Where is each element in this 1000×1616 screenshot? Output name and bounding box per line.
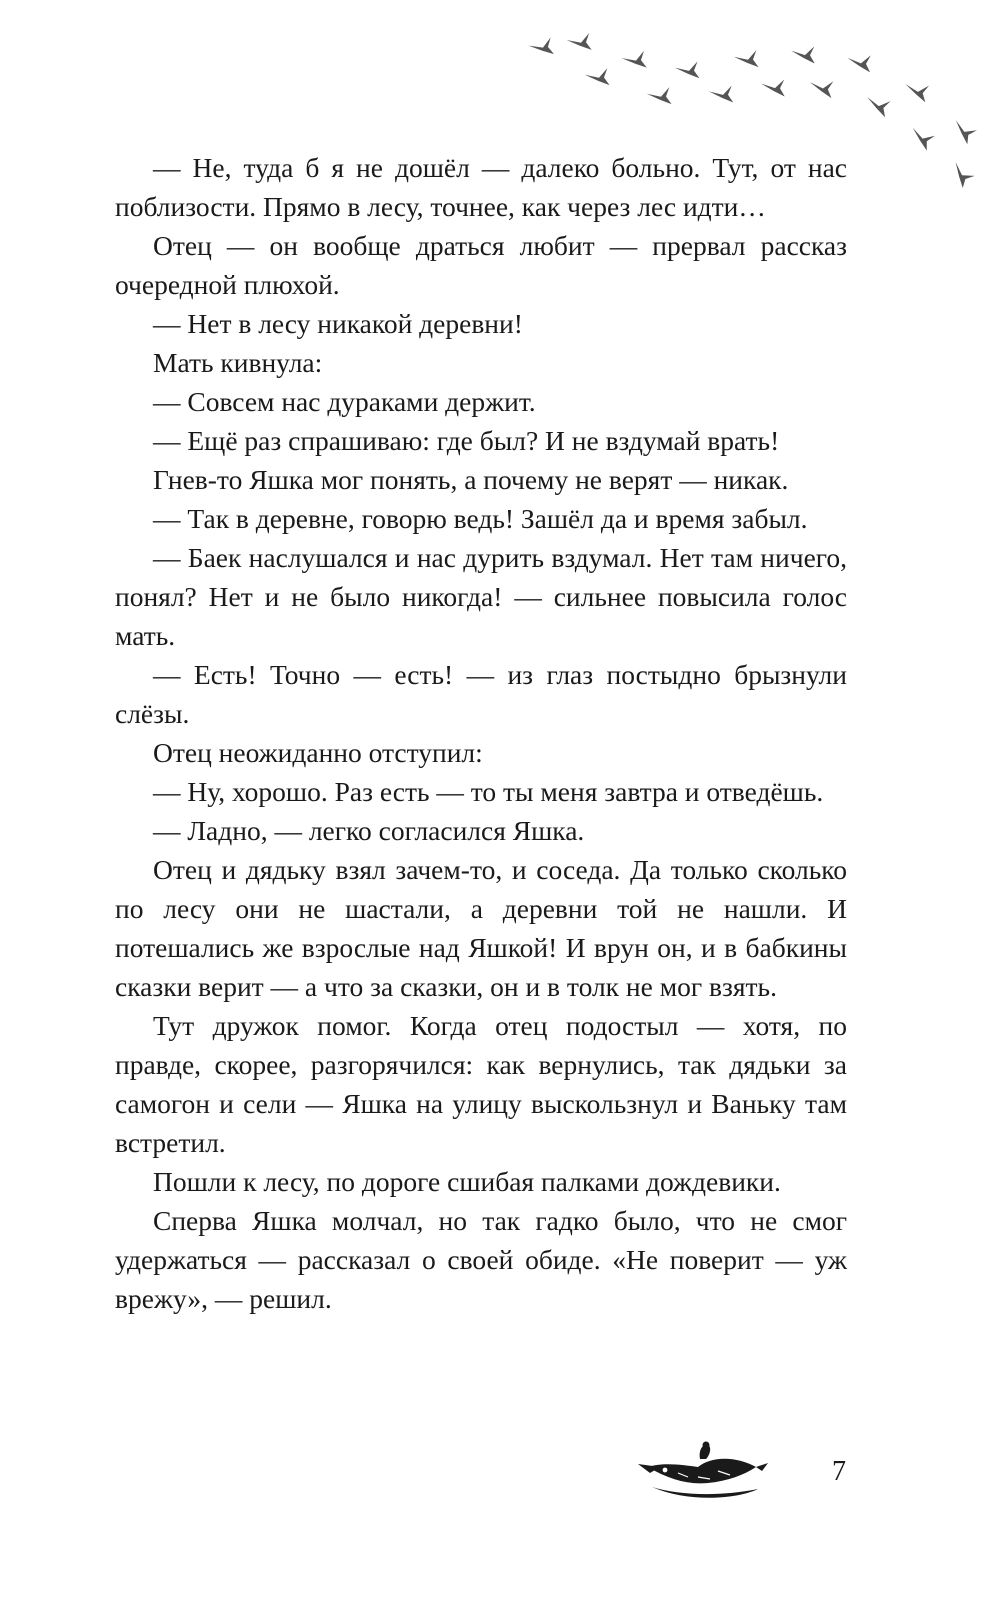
paragraph: — Ещё раз спрашиваю: где был? И не вздумай врать! [153, 425, 780, 456]
paragraph: — Ладно, — легко согласился Яшка. [153, 815, 585, 846]
text-block [115, 148, 847, 1318]
paragraph: Тут дружок помог. Когда отец подостыл — хотя, по правде, скорее, разгорячился: как вернулись, так дядьки за самогон и сели — Яшка на улицу выскользнул и Ваньку там встретил. [115, 1010, 847, 1158]
paragraph: — Так в деревне, говорю ведь! Зашёл да и время забыл. [153, 503, 808, 534]
crow-on-nest-icon [638, 1437, 768, 1507]
paragraph: Пошли к лесу, по дороге сшибая палками дождевики. [153, 1166, 781, 1197]
paragraph: — Совсем нас дураками держит. [153, 386, 536, 417]
page-number: 7 [832, 1456, 846, 1487]
paragraph: — Не, туда б я не дошёл — далеко больно. Тут, от нас поблизости. Прямо в лесу, точнее, как через лес идти… [115, 152, 847, 222]
paragraph: — Есть! Точно — есть! — из глаз постыдно брызнули слёзы. [115, 659, 847, 729]
paragraph: — Баек наслушался и нас дурить вздумал. Нет там ничего, понял? Нет и не было никогда! — сильнее повысила голос мать. [115, 542, 847, 651]
paragraph: — Ну, хорошо. Раз есть — то ты меня завтра и отведёшь. [153, 776, 824, 807]
paragraph: Мать кивнула: [153, 347, 323, 378]
paragraph: Сперва Яшка молчал, но так гадко было, что не смог удержаться — рассказал о своей обиде. «Не поверит — уж врежу», — решил. [115, 1205, 847, 1314]
paragraph: Отец и дядьку взял зачем-то, и соседа. Да только сколько по лесу они не шастали, а деревни той не нашли. И потешались же взрослые над Яшкой! И врун он, и в бабкины сказки верит — а что за сказки, он и в толк не мог взять. [115, 854, 847, 1002]
paragraph: — Нет в лесу никакой деревни! [153, 308, 523, 339]
paragraph: Отец — он вообще драться любит — прервал рассказ очередной плюхой. [115, 230, 847, 300]
paragraph: Отец неожиданно отступил: [153, 737, 483, 768]
paragraph: Гнев-то Яшка мог понять, а почему не верят — никак. [153, 464, 789, 495]
